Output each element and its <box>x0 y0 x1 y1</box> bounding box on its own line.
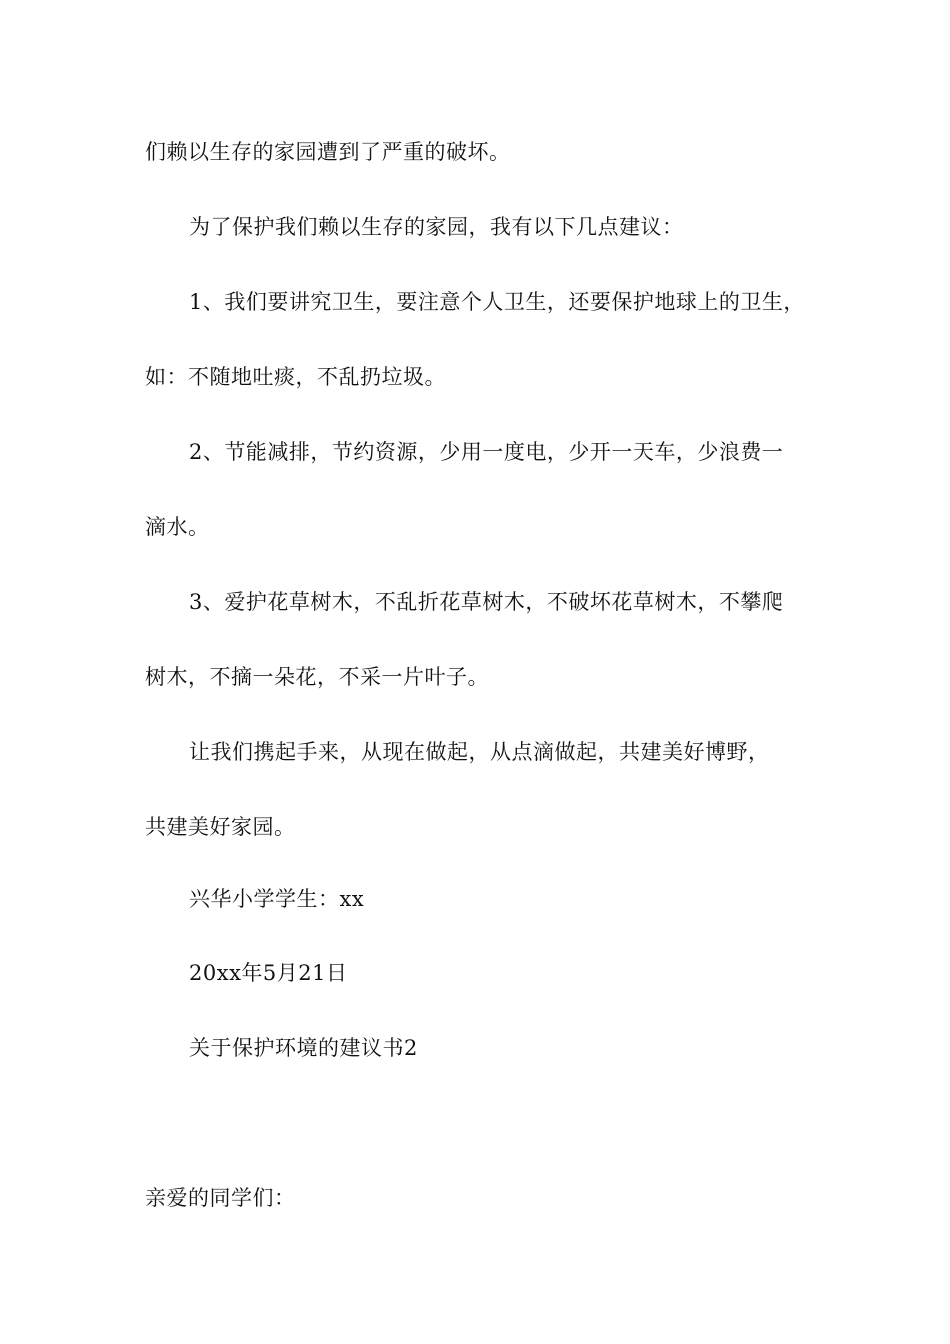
date: 20xx年5月21日 <box>189 961 348 985</box>
suggestion-1-line-1: 1、我们要讲究卫生，要注意个人卫生，还要保护地球上的卫生， <box>189 290 805 314</box>
suggestion-2-line-1: 2、节能减排，节约资源，少用一度电，少开一天车，少浪费一 <box>189 440 784 464</box>
paragraph-intro: 为了保护我们赖以生存的家园，我有以下几点建议： <box>189 215 684 239</box>
paragraph-continuation: 们赖以生存的家园遭到了严重的破坏。 <box>145 140 511 164</box>
section-title: 关于保护环境的建议书2 <box>189 1036 418 1060</box>
suggestion-2-line-2: 滴水。 <box>145 515 210 539</box>
closing-line-1: 让我们携起手来，从现在做起，从点滴做起，共建美好博野， <box>189 740 770 764</box>
closing-line-2: 共建美好家园。 <box>145 815 296 839</box>
salutation: 亲爱的同学们： <box>145 1186 296 1210</box>
suggestion-3-line-1: 3、爱护花草树木，不乱折花草树木，不破坏花草树木，不攀爬 <box>189 590 784 614</box>
signature: 兴华小学学生：xx <box>189 887 365 911</box>
suggestion-3-line-2: 树木，不摘一朵花，不采一片叶子。 <box>145 665 489 689</box>
suggestion-1-line-2: 如：不随地吐痰，不乱扔垃圾。 <box>145 365 446 389</box>
